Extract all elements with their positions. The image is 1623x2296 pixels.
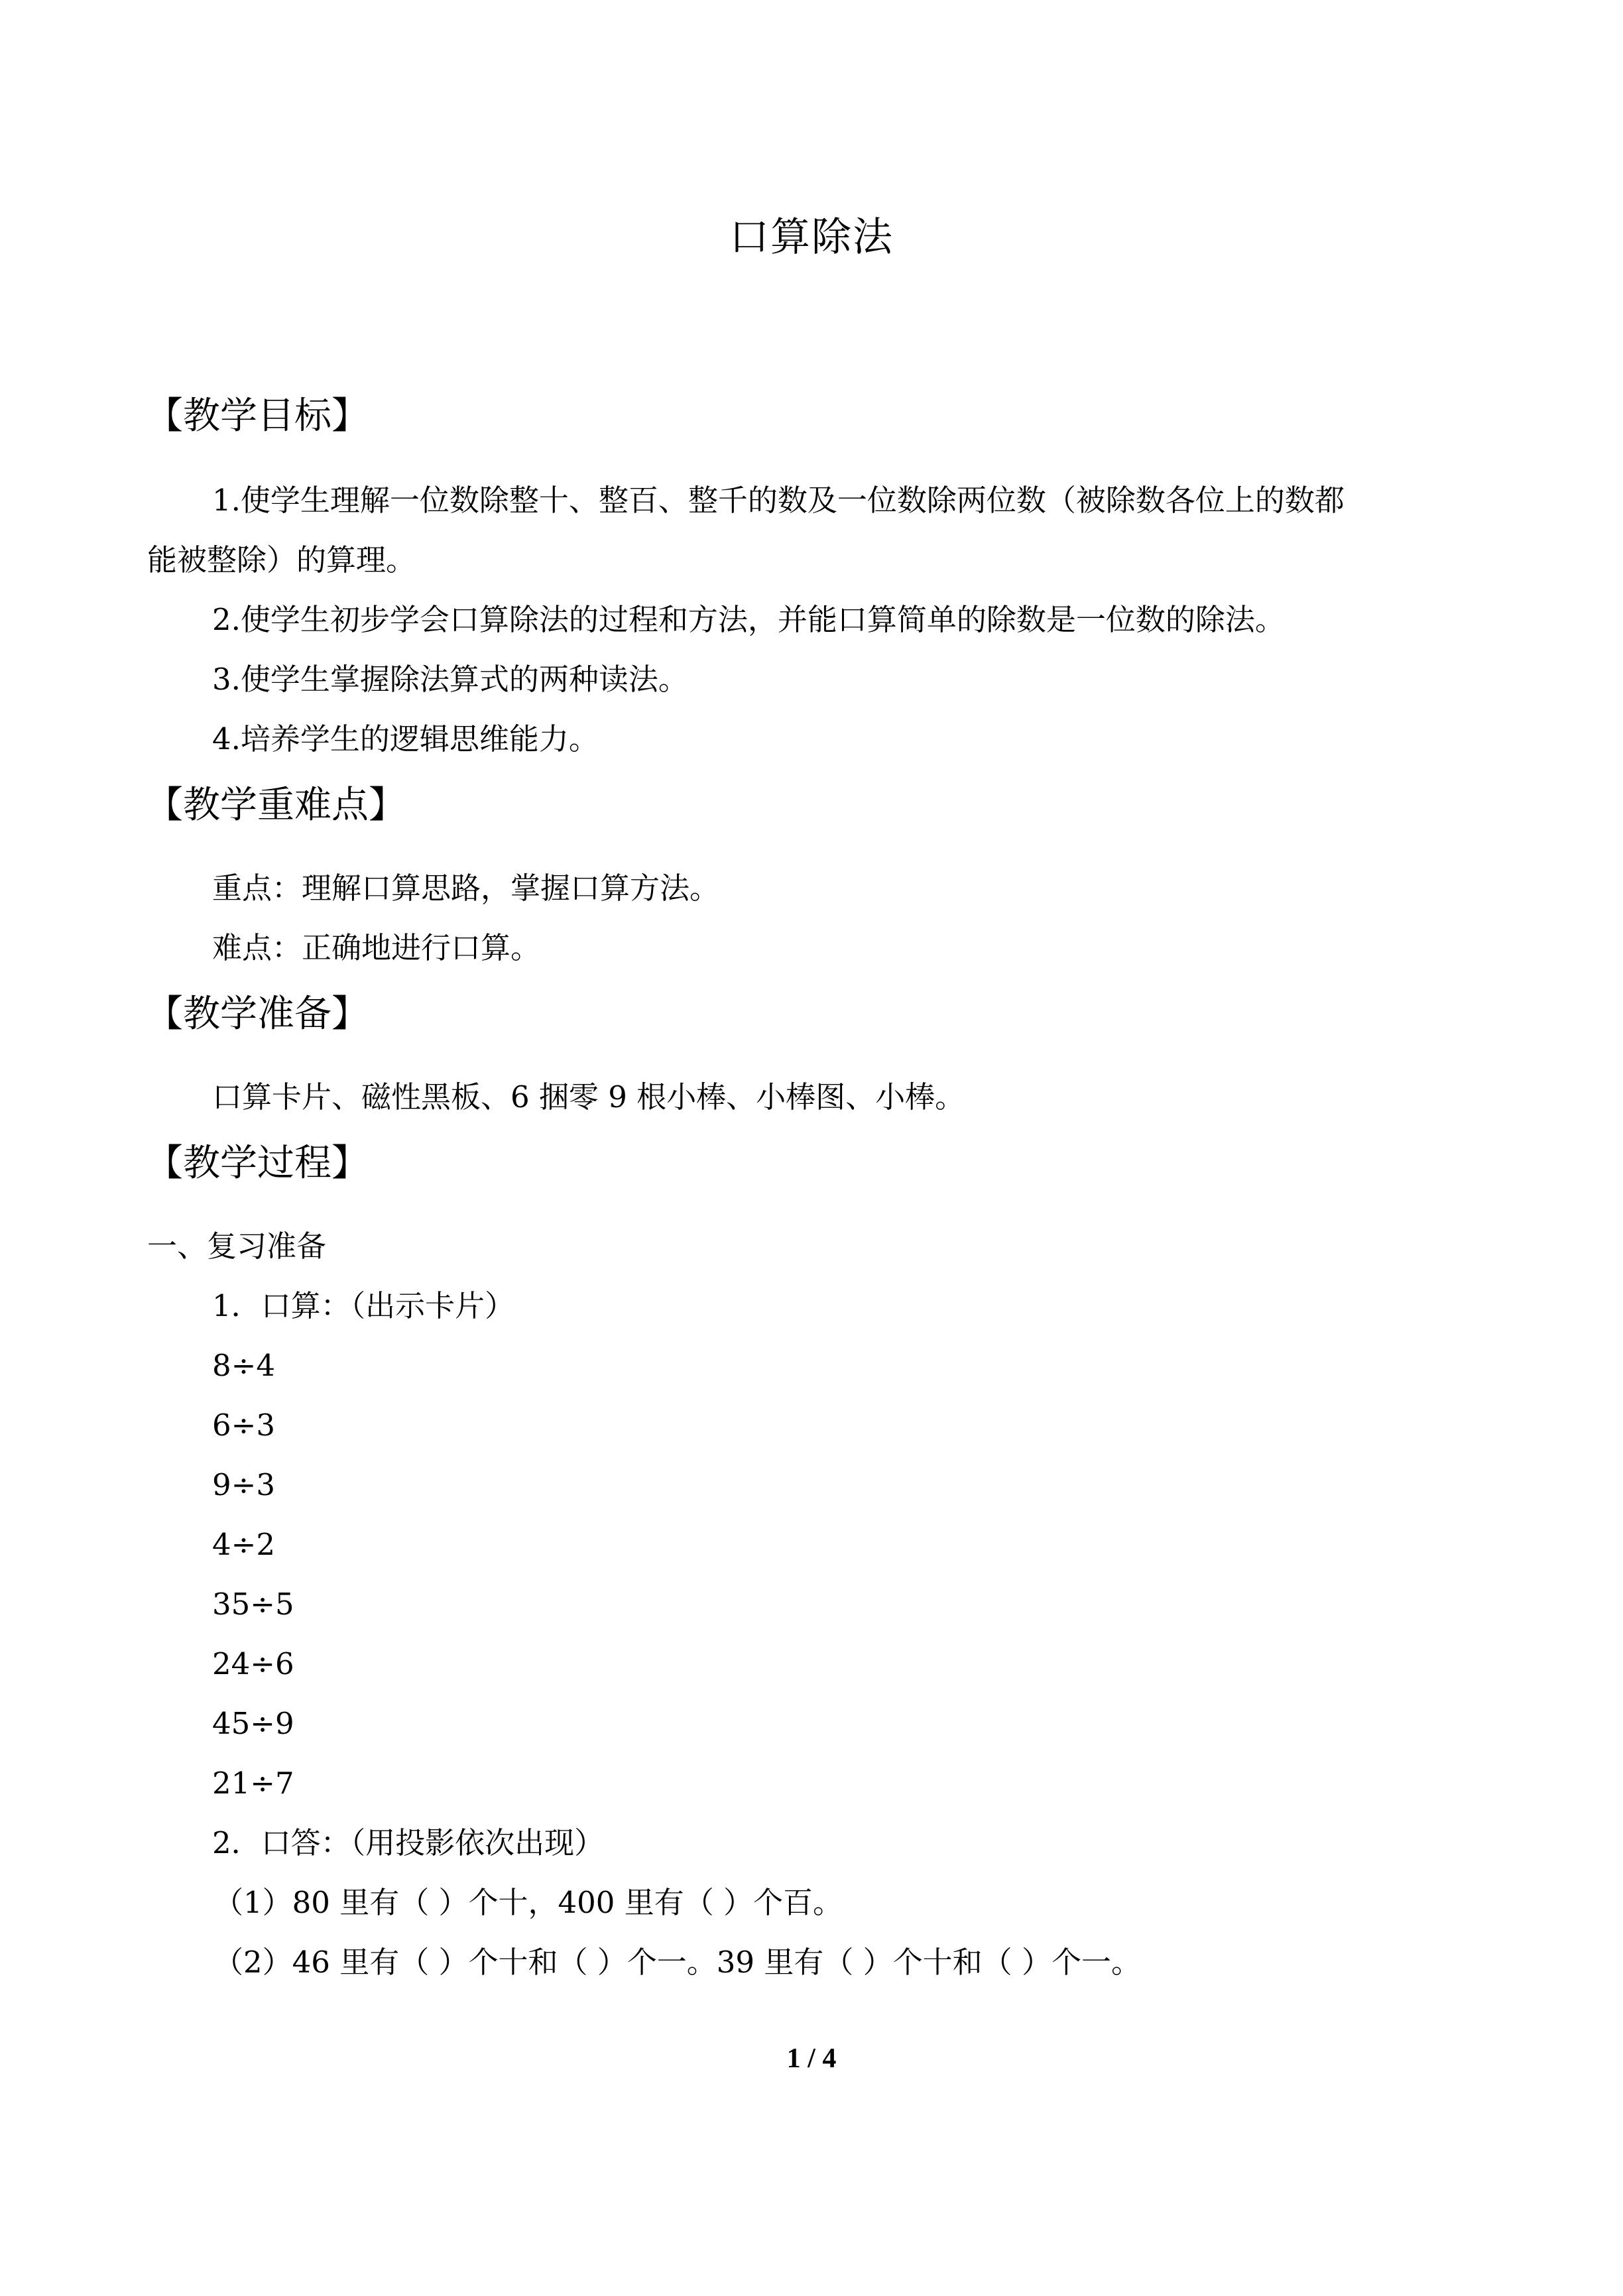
key-point-item: 重点：理解口算思路，掌握口算方法。 [212,871,720,906]
oral-answer-item-2: （2）46 里有（ ）个十和（ ）个一。39 里有（ ）个十和（ ）个一。 [213,1945,1141,1980]
objective-item-3: 3.使学生掌握除法算式的两种读法。 [212,662,688,697]
oral-answer-item-1: （1）80 里有（ ）个十，400 里有（ ）个百。 [213,1885,843,1920]
oral-calc-item: 45÷9 [212,1706,294,1741]
objective-item-4: 4.培养学生的逻辑思维能力。 [212,721,599,756]
objective-item-1-cont: 能被整除）的算理。 [147,542,416,577]
oral-calc-item: 21÷7 [212,1766,294,1801]
page-number: 1 / 4 [786,2043,837,2074]
section-heading-process: 【教学过程】 [146,1142,369,1185]
section-heading-preparation: 【教学准备】 [146,993,369,1036]
objective-item-1: 1.使学生理解一位数除整十、整百、整千的数及一位数除两位数（被除数各位上的数都 [212,483,1345,518]
oral-calc-item: 24÷6 [212,1646,294,1681]
difficulty-item: 难点：正确地进行口算。 [212,930,541,965]
section-heading-objectives: 【教学目标】 [146,394,369,438]
process-part-title: 一、复习准备 [147,1229,327,1264]
oral-calc-item: 6÷3 [212,1408,275,1443]
document-title: 口算除法 [729,214,894,261]
oral-calc-label: 1．口算：（出示卡片） [212,1288,515,1323]
objective-item-2: 2.使学生初步学会口算除法的过程和方法，并能口算简单的除数是一位数的除法。 [212,602,1285,637]
preparation-item: 口算卡片、磁性黑板、6 捆零 9 根小棒、小棒图、小棒。 [212,1079,965,1115]
oral-calc-item: 4÷2 [212,1527,275,1562]
oral-calc-item: 35÷5 [212,1587,294,1622]
section-heading-key-points: 【教学重难点】 [146,784,406,827]
oral-answer-label: 2．口答：（用投影依次出现） [212,1825,605,1860]
oral-calc-item: 8÷4 [212,1348,275,1383]
oral-calc-item: 9÷3 [212,1467,275,1502]
